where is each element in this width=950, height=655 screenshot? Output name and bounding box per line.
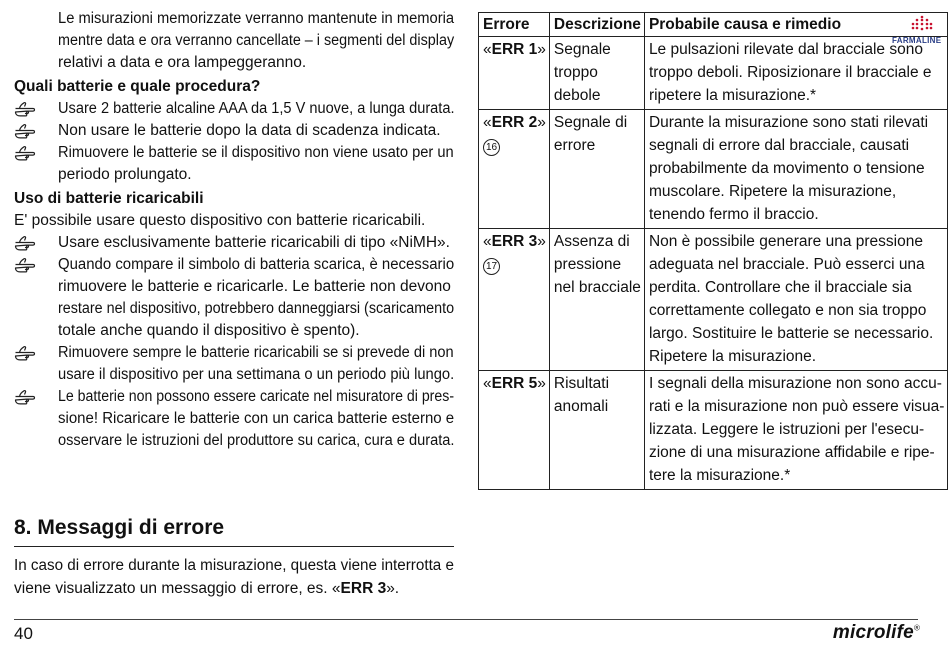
error-remedy-cell	[644, 371, 948, 490]
error-table	[478, 12, 948, 490]
error-code-cell: «ERR 3» 17	[479, 229, 550, 371]
pointing-hand-icon	[14, 345, 46, 361]
description-line: anomali	[553, 398, 609, 415]
farmaline-dots-icon	[908, 14, 936, 34]
section-body	[14, 554, 454, 600]
rechargeable-bullet-line: restare nel dispositivo, potrebbero danneggiarsi (scaricamento	[58, 300, 455, 317]
remedy-line: segnali di errore dal bracciale, causati	[648, 137, 910, 154]
rechargeable-bullet-line: totale anche quando il dispositivo è spento).	[58, 322, 360, 339]
intro-line: mentre data e ora verranno cancellate – i segmenti del display	[58, 32, 455, 49]
callout-number-badge: 17	[483, 258, 500, 275]
table-row	[479, 110, 948, 229]
section-body-line: In caso di errore durante la misurazione, questa viene interrotta e	[14, 557, 454, 574]
error-code-cell: «ERR 1»	[479, 37, 550, 110]
pointing-hand-icon	[14, 145, 46, 161]
rechargeable-bullet-line: usare il dispositivo per una settimana o un periodo più lungo.	[58, 366, 455, 383]
rechargeable-heading: Uso di batterie ricaricabili	[14, 190, 204, 207]
pointing-hand-icon	[14, 123, 46, 139]
rechargeable-bullet-line: Le batterie non possono essere caricate nel misuratore di pres-	[58, 388, 455, 405]
description-line: errore	[553, 137, 596, 154]
section-title: 8. Messaggi di errore	[14, 514, 454, 547]
table-row	[479, 37, 948, 110]
pointing-hand-icon	[14, 235, 46, 251]
remedy-line: perdita. Controllare che il bracciale sia	[648, 279, 912, 296]
rechargeable-bullet-line: Usare esclusivamente batterie ricaricabili di tipo «NiMH».	[58, 234, 450, 251]
rechargeable-bullet-line: osservare le istruzioni del produttore su carica, cura e durata.	[58, 432, 455, 449]
battery-bullet-line: Usare 2 batterie alcaline AAA da 1,5 V nuove, a lunga durata.	[58, 100, 455, 117]
footer-rule	[14, 619, 918, 620]
remedy-line: rati e la misurazione non può essere visua-	[648, 398, 945, 415]
description-line: Risultati	[553, 375, 610, 392]
page-number: 40	[14, 624, 33, 643]
battery-bullet-line: Non usare le batterie dopo la data di scadenza indicata.	[58, 122, 441, 139]
description-line: troppo	[553, 64, 598, 81]
error-description-cell	[549, 371, 644, 490]
error-code: ERR 2	[491, 114, 538, 131]
remedy-line: ripetere la misurazione.*	[648, 87, 817, 104]
remedy-line: tere la misurazione.*	[648, 467, 791, 484]
header-description: Descrizione	[549, 13, 644, 37]
remedy-line: lizzata. Leggere le istruzioni per l'esecu-	[648, 421, 925, 438]
error-code: ERR 1	[491, 41, 538, 58]
remedy-line: largo. Sostituire le batterie se necessario.	[648, 325, 934, 342]
remedy-line: Ripetere la misurazione.	[648, 348, 817, 365]
batteries-heading: Quali batterie e quale procedura?	[14, 78, 261, 95]
rechargeable-bullet-line: Rimuovere sempre le batterie ricaricabili se si prevede di non	[58, 344, 454, 361]
pointing-hand-icon	[14, 257, 46, 273]
battery-bullet-item	[14, 98, 454, 120]
battery-bullet-item	[14, 142, 454, 186]
left-column	[14, 8, 454, 452]
description-line: Assenza di	[553, 233, 630, 250]
error-description-cell	[549, 37, 644, 110]
error-remedy-cell	[644, 229, 948, 371]
remedy-line: Non è possibile generare una pressione	[648, 233, 923, 250]
header-cause-remedy: Probabile causa e rimedio	[644, 13, 948, 37]
brand-logo: microlife®	[832, 622, 920, 643]
rechargeable-bullet-item	[14, 342, 454, 386]
table-row	[479, 229, 948, 371]
description-line: Segnale	[553, 41, 611, 58]
rechargeable-bullet-item	[14, 386, 454, 452]
callout-number-badge: 16	[483, 139, 500, 156]
remedy-line: adeguata nel bracciale. Può esserci una	[648, 256, 925, 273]
pointing-hand-icon	[14, 389, 46, 405]
battery-bullet-line: Rimuovere le batterie se il dispositivo non viene usato per un	[58, 144, 454, 161]
rechargeable-bullet-item	[14, 232, 454, 254]
remedy-line: correttamente collegato e non sia troppo	[648, 302, 927, 319]
description-line: nel bracciale	[553, 279, 641, 296]
intro-line: relativi a data e ora lampeggeranno.	[58, 54, 307, 71]
error-code-cell: «ERR 5»	[479, 371, 550, 490]
table-header-row	[479, 13, 948, 37]
pointing-hand-icon	[14, 101, 46, 117]
remedy-line: Durante la misurazione sono stati rilevati	[648, 114, 929, 131]
remedy-line: I segnali della misurazione non sono accu-	[648, 375, 942, 392]
error-code-cell: «ERR 2» 16	[479, 110, 550, 229]
error-code: ERR 5	[491, 375, 538, 392]
description-line: debole	[553, 87, 601, 104]
rechargeable-intro: E' possibile usare questo dispositivo con batterie ricaricabili.	[14, 212, 426, 229]
header-error: Errore	[479, 13, 550, 37]
intro-paragraph	[14, 8, 454, 74]
rechargeable-bullet-item	[14, 254, 454, 342]
farmaline-logo	[890, 14, 948, 48]
error-description-cell	[549, 110, 644, 229]
error-description-cell	[549, 229, 644, 371]
error-code: ERR 3	[491, 233, 538, 250]
rechargeable-bullet-line: rimuovere le batterie e ricaricarle. Le batterie non devono	[58, 278, 451, 295]
intro-line: Le misurazioni memorizzate verranno mantenute in memoria	[58, 10, 455, 27]
battery-bullet-line: periodo prolungato.	[58, 166, 192, 183]
section-body-line: viene visualizzato un messaggio di errore, es. «ERR 3».	[14, 580, 400, 597]
rechargeable-bullet-line: Quando compare il simbolo di batteria scarica, è necessario	[58, 256, 455, 273]
remedy-line: tenendo fermo il braccio.	[648, 206, 819, 223]
table-row	[479, 371, 948, 490]
rechargeable-bullet-list	[14, 232, 454, 452]
batteries-bullet-list	[14, 98, 454, 186]
rechargeable-bullet-line: sione! Ricaricare le batterie con un carica batterie esterno e	[58, 410, 455, 427]
error-remedy-cell	[644, 110, 948, 229]
description-line: Segnale di	[553, 114, 628, 131]
remedy-line: troppo deboli. Riposizionare il bracciale e	[648, 64, 932, 81]
remedy-line: zione di una misurazione affidabile e ripe-	[648, 444, 935, 461]
remedy-line: muscolare. Ripetere la misurazione,	[648, 183, 897, 200]
remedy-line: Le pulsazioni rilevate dal bracciale sono	[648, 41, 923, 58]
battery-bullet-item	[14, 120, 454, 142]
remedy-line: probabilmente da movimento o tensione	[648, 160, 925, 177]
description-line: pressione	[553, 256, 622, 273]
farmaline-wordmark: FARMALINE	[892, 36, 942, 45]
